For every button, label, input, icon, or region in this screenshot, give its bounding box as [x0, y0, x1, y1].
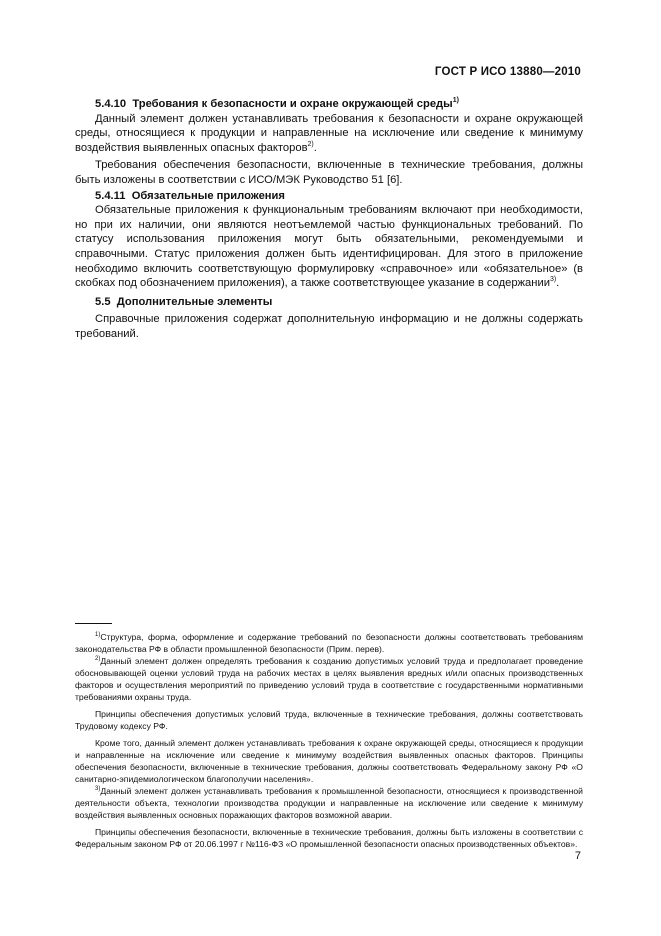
paragraph-text: Обязательные приложения к функциональным требованиям включают при необходимости, но при их наличии, они являются неотъемлемой частью функциональных требований. По статусу использования приложения могут быть обязательными, рекомендуемыми и справочными. Статус приложения должен быть идентифицирован. Для этого в приложение необходимо включить соответствующую формулировку «справочное» или «обязательное» (в скобках под обозначением приложения), а также соответствующее указание в содержании: [75, 204, 583, 290]
document-id-header: ГОСТ Р ИСО 13880—2010: [434, 66, 581, 78]
footnotes: [75, 631, 583, 850]
footnote-mark: 1): [95, 632, 101, 638]
footnote-2: [75, 655, 583, 703]
heading-5-4-11: [75, 189, 583, 204]
section-title: Обязательные приложения: [131, 189, 285, 202]
main-text: [75, 96, 583, 342]
footnote-3: [75, 785, 583, 821]
heading-5-4-10: [75, 97, 583, 112]
footnote-mark: 3): [95, 786, 101, 792]
footnote-text: Данный элемент должен устанавливать требования к промышленной безопасности, относящиеся к производственной деятельности объекта, технологии производства продукции и направленные на исключение или сведение к минимуму воздействия выявленных основных поражающих факторов возможной аварии.: [75, 786, 583, 820]
footnote-3-cont: Принципы обеспечения безопасности, включенные в технические требования, должны быть изложены в соответствии с Федеральным законом РФ от 20.06.1997 г №116-ФЗ «О промышленной безопасности опасных производственных объектов».: [75, 827, 583, 849]
paragraph-end: .: [313, 141, 317, 154]
footnote-ref: 2): [307, 140, 314, 148]
footnote-text: Данный элемент должен определять требования к созданию допустимых условий труда и предполагает проведение обосновывающей оценки условий труда на рабочих местах в целях выявления вредных и/или опасных производственных факторов и осуществления мероприятий по приведению условий труда в соответствие с государственными нормативными требованиями охраны труда.: [75, 656, 583, 702]
footnote-1: [75, 631, 583, 655]
paragraph: Справочные приложения содержат дополнительную информацию и не должны содержать требований.: [75, 313, 583, 340]
paragraph: [75, 112, 583, 156]
footnote-2-cont: Принципы обеспечения допустимых условий труда, включенные в технические требования, должны соответствовать Трудовому кодексу РФ.: [75, 709, 583, 731]
paragraph: [75, 203, 583, 291]
paragraph-end: .: [556, 277, 560, 290]
footnote-2-cont: Кроме того, данный элемент должен устанавливать требования к охране окружающей среды, относящиеся к продукции и направленные на исключение или сведение к минимуму воздействия выявленных опасных факторов. Принципы обеспечения безопасности, включенные в технические требования, должны соответствовать Федеральному закону РФ «О санитарно-эпидемиологическом благополучии населения».: [75, 738, 583, 784]
footnote-mark: 2): [95, 656, 101, 662]
section-title: Дополнительные элементы: [116, 295, 273, 308]
heading-5-5: [75, 295, 583, 310]
footnote-divider: [75, 623, 112, 624]
paragraph: Требования обеспечения безопасности, включенные в технические требования, должны быть изложены в соответствии с ИСО/МЭК Руководство 51 [6].: [75, 159, 583, 186]
footnote-ref: 1): [452, 97, 459, 104]
paragraph-text: Данный элемент должен устанавливать требования к безопасности и охране окружающей среды, относящиеся к продукции и направленные на исключение или сведение к минимуму воздействия выявленных опасных факторов: [75, 112, 583, 154]
section-number: 5.4.10: [95, 98, 127, 110]
footnote-text: Структура, форма, оформление и содержание требований по безопасности должны соответствовать требованиям законодательства РФ в области промышленной безопасности (Прим. перев).: [75, 632, 583, 654]
section-number: 5.4.11: [95, 189, 126, 202]
footnote-ref: 3): [549, 276, 557, 284]
section-title: Требования к безопасности и охране окружающей среды: [132, 98, 453, 110]
section-number: 5.5: [95, 295, 111, 308]
page-number: 7: [574, 850, 581, 862]
